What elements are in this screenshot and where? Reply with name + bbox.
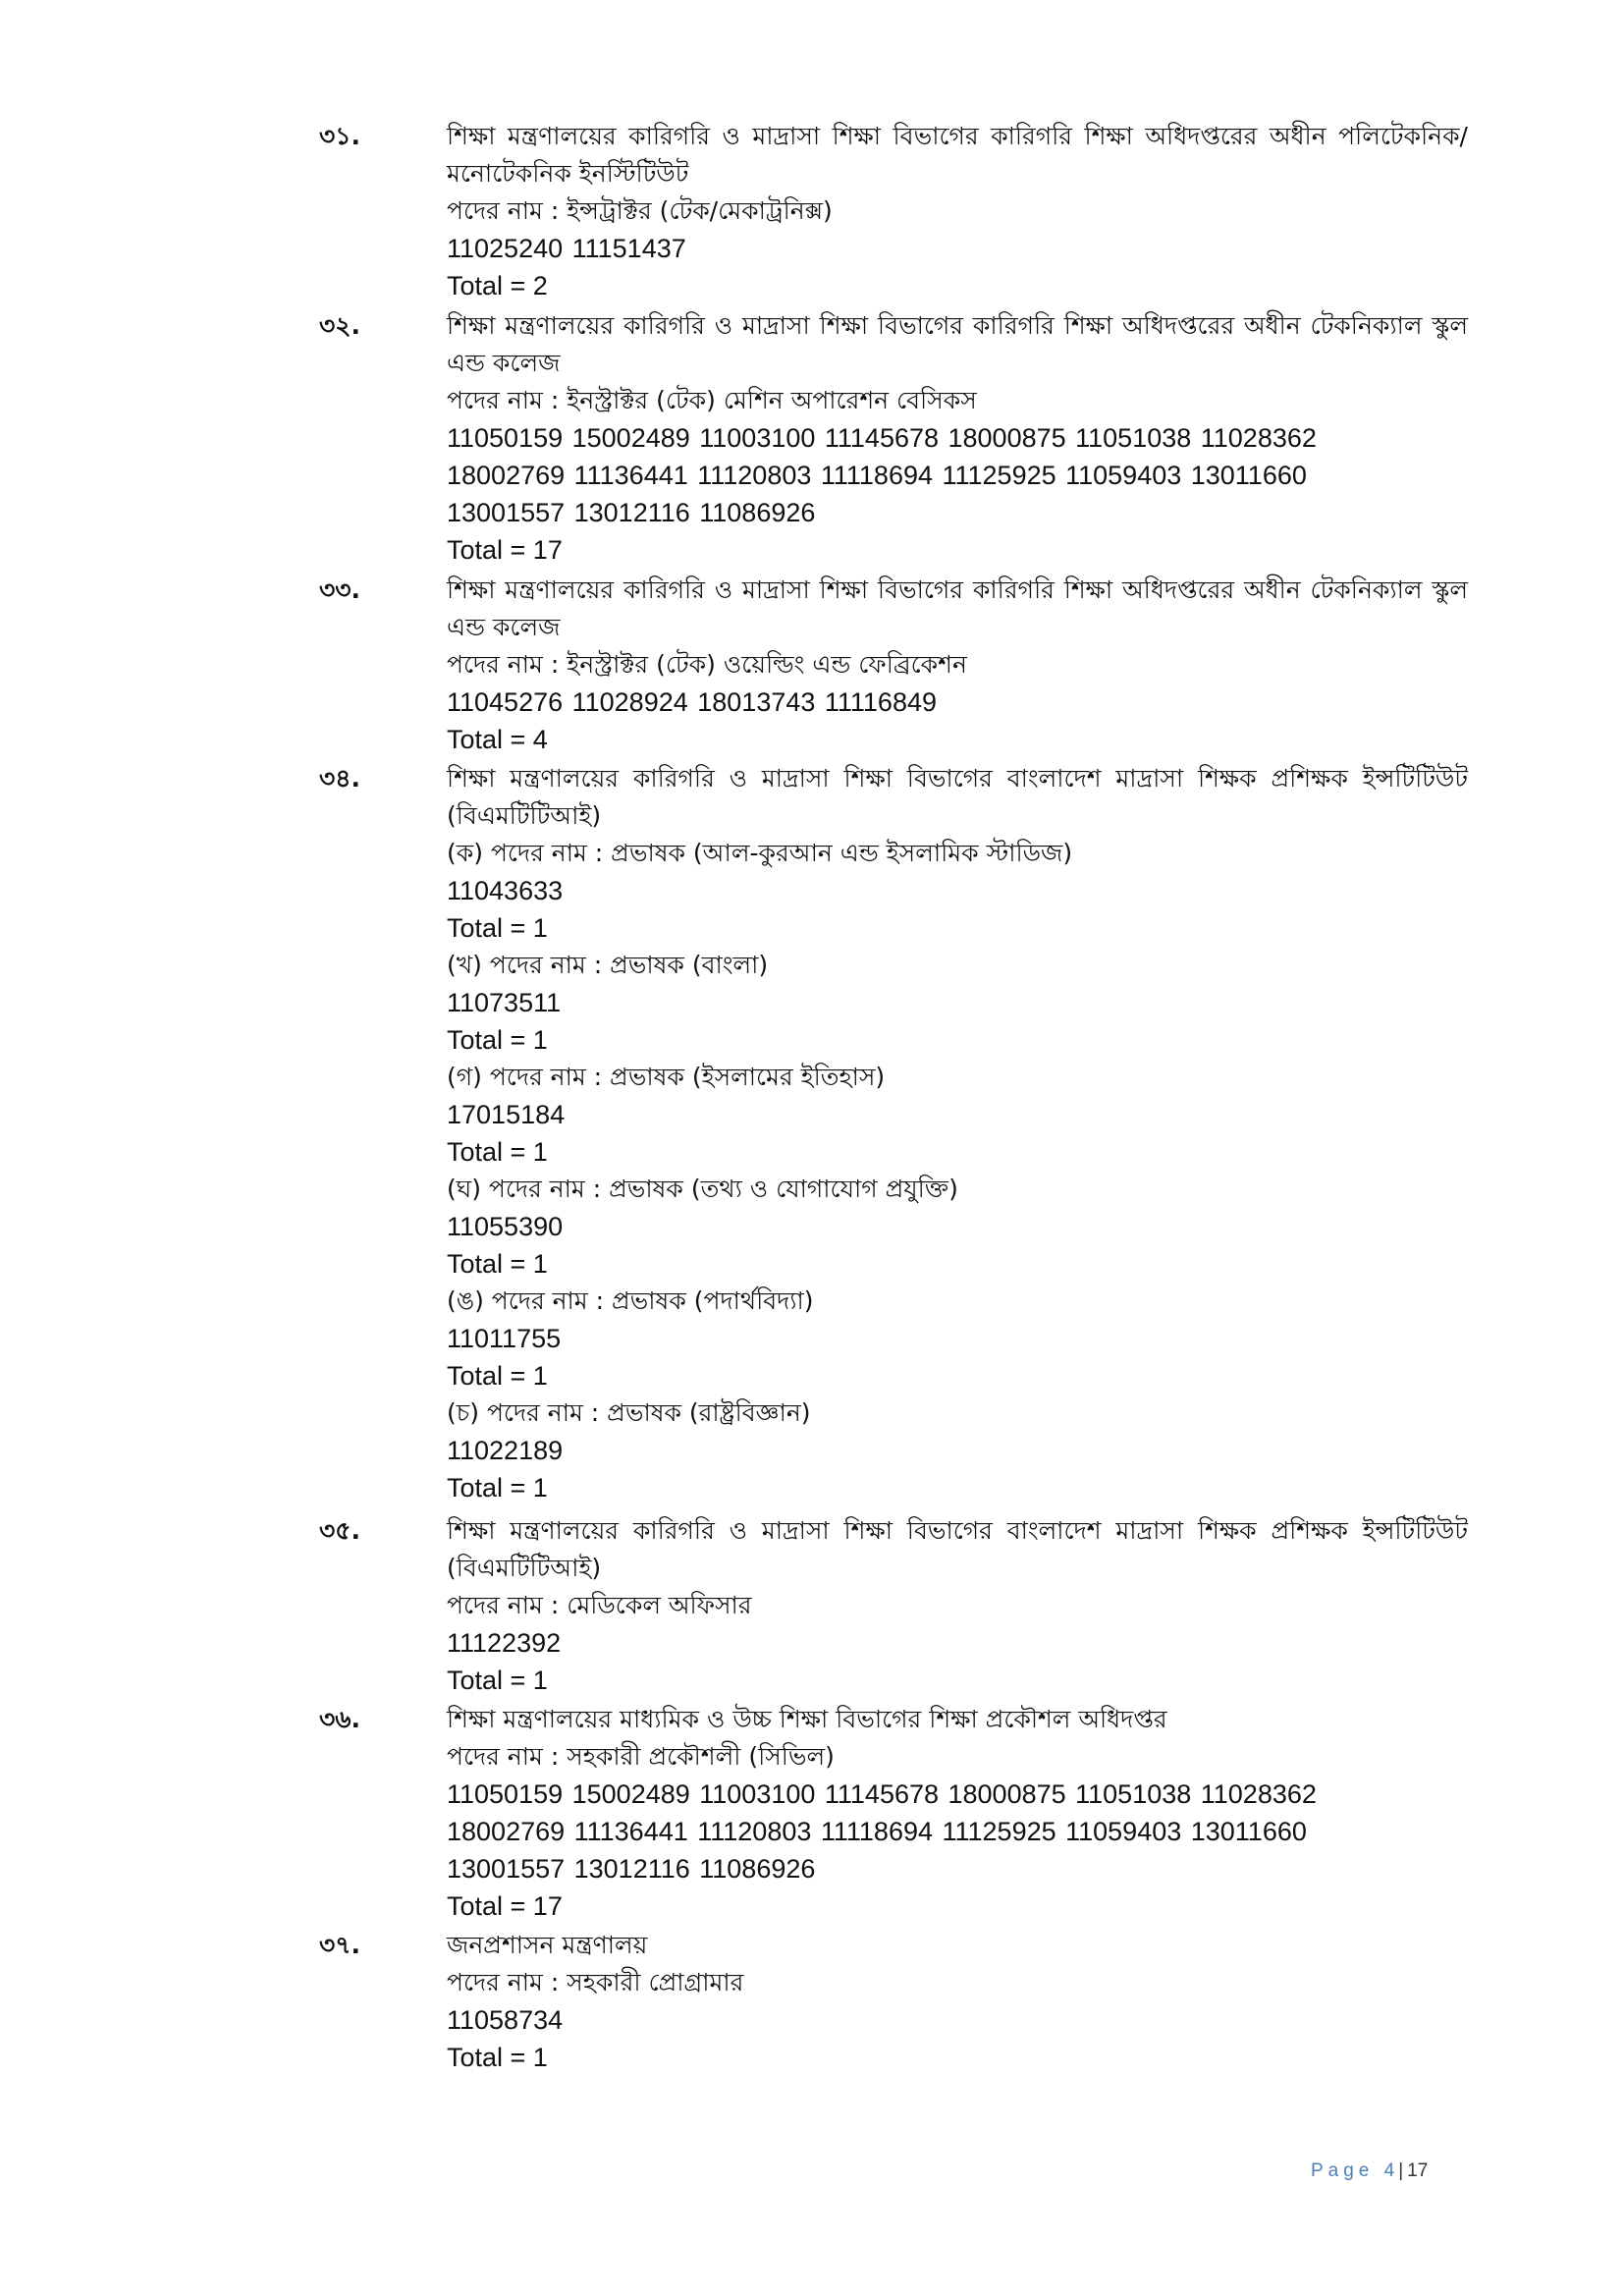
roll-numbers: 18002769 11136441 11120803 11118694 11125925 11059403 13011660 xyxy=(447,1817,1307,1846)
total-count: Total = 4 xyxy=(447,725,548,754)
post-title: (ক) পদের নাম : প্রভাষক (আল-কুরআন এন্ড ইসলামিক স্টাডিজ) xyxy=(447,839,1073,867)
roll-numbers: 11055390 xyxy=(447,1212,564,1241)
total-count: Total = 1 xyxy=(447,1361,548,1391)
entry-body xyxy=(447,307,1468,569)
entry-number: ৩২. xyxy=(319,311,361,340)
roll-numbers: 11050159 15002489 11003100 11145678 18000875 11051038 11028362 xyxy=(447,423,1317,453)
roll-numbers: 13001557 13012116 11086926 xyxy=(447,498,816,527)
roll-numbers: 13001557 13012116 11086926 xyxy=(447,1854,816,1884)
entry-number: ৩৫. xyxy=(319,1516,360,1545)
post-title: (গ) পদের নাম : প্রভাষক (ইসলামের ইতিহাস) xyxy=(447,1063,886,1091)
department-name: শিক্ষা মন্ত্রণালয়ের কারিগরি ও মাদ্রাসা শিক্ষা বিভাগের কারিগরি শিক্ষা অধিদপ্তরের অধীন পলিটেকনিক/ মনোটেকনিক ইনস্টিটিউট xyxy=(447,122,1468,188)
entry-number: ৩৪. xyxy=(319,764,360,793)
total-count: Total = 1 xyxy=(447,913,548,943)
total-count: Total = 1 xyxy=(447,1666,548,1695)
post-title: পদের নাম : সহকারী প্রোগ্রামার xyxy=(447,1968,744,1996)
post-title: পদের নাম : সহকারী প্রকৌশলী (সিভিল) xyxy=(447,1742,835,1771)
entry-body xyxy=(447,1512,1468,1699)
roll-numbers: 17015184 xyxy=(447,1100,566,1129)
department-name: শিক্ষা মন্ত্রণালয়ের মাধ্যমিক ও উচ্চ শিক্ষা বিভাগের শিক্ষা প্রকৌশল অধিদপ্তর xyxy=(447,1705,1167,1733)
post-title: (ঘ) পদের নাম : প্রভাষক (তথ্য ও যোগাযোগ প্রযুক্তি) xyxy=(447,1175,958,1203)
entry-number: ৩১. xyxy=(319,122,360,150)
department-name: জনপ্রশাসন মন্ত্রণালয় xyxy=(447,1931,648,1959)
roll-numbers: 11058734 xyxy=(447,2005,564,2035)
post-title: পদের নাম : ইনস্ট্রাক্টর (টেক) মেশিন অপারেশন বেসিকস xyxy=(447,386,977,414)
post-title: (ঙ) পদের নাম : প্রভাষক (পদার্থবিদ্যা) xyxy=(447,1286,814,1315)
entry-body xyxy=(447,572,1468,758)
total-count: Total = 1 xyxy=(447,1025,548,1055)
total-count: Total = 17 xyxy=(447,535,563,565)
total-count: Total = 1 xyxy=(447,2043,548,2072)
entry-number: ৩৬. xyxy=(319,1705,361,1733)
roll-numbers: 11122392 xyxy=(447,1628,562,1658)
total-count: Total = 2 xyxy=(447,271,548,301)
roll-numbers: 11050159 15002489 11003100 11145678 18000875 11051038 11028362 xyxy=(447,1779,1317,1809)
page-footer xyxy=(1311,2160,1428,2182)
total-count: Total = 17 xyxy=(447,1891,563,1921)
roll-numbers: 11045276 11028924 18013743 11116849 xyxy=(447,687,938,717)
department-name: শিক্ষা মন্ত্রণালয়ের কারিগরি ও মাদ্রাসা শিক্ষা বিভাগের কারিগরি শিক্ষা অধিদপ্তরের অধীন টেকনিক্যাল স্কুল এন্ড কলেজ xyxy=(447,311,1468,377)
page-number: 4 xyxy=(1383,2160,1395,2181)
roll-numbers: 11022189 xyxy=(447,1436,564,1465)
roll-numbers: 11073511 xyxy=(447,988,562,1017)
entry-body xyxy=(447,760,1468,1506)
total-pages: 17 xyxy=(1407,2160,1429,2181)
department-name: শিক্ষা মন্ত্রণালয়ের কারিগরি ও মাদ্রাসা শিক্ষা বিভাগের কারিগরি শিক্ষা অধিদপ্তরের অধীন টেকনিক্যাল স্কুল এন্ড কলেজ xyxy=(447,575,1468,641)
entry-body xyxy=(447,1927,1468,2076)
entry-number: ৩৩. xyxy=(319,575,361,604)
total-count: Total = 1 xyxy=(447,1137,548,1167)
department-name: শিক্ষা মন্ত্রণালয়ের কারিগরি ও মাদ্রাসা শিক্ষা বিভাগের বাংলাদেশ মাদ্রাসা শিক্ষক প্রশিক্ষক ইন্সটিটিউট (বিএমটিটিআই) xyxy=(447,1516,1468,1582)
post-title: পদের নাম : মেডিকেল অফিসার xyxy=(447,1591,752,1619)
department-name: শিক্ষা মন্ত্রণালয়ের কারিগরি ও মাদ্রাসা শিক্ষা বিভাগের বাংলাদেশ মাদ্রাসা শিক্ষক প্রশিক্ষক ইন্সটিটিউট (বিএমটিটিআই) xyxy=(447,764,1468,830)
roll-numbers: 11025240 11151437 xyxy=(447,234,686,263)
page-word: Page xyxy=(1311,2160,1375,2181)
entry-body xyxy=(447,118,1468,304)
total-count: Total = 1 xyxy=(447,1473,548,1503)
entry-number: ৩৭. xyxy=(319,1931,361,1959)
post-title: পদের নাম : ইনস্ট্রাক্টর (টেক) ওয়েল্ডিং এন্ড ফেব্রিকেশন xyxy=(447,650,967,679)
entry-body xyxy=(447,1701,1468,1925)
total-count: Total = 1 xyxy=(447,1249,548,1279)
roll-numbers: 18002769 11136441 11120803 11118694 11125925 11059403 13011660 xyxy=(447,461,1307,490)
roll-numbers: 11011755 xyxy=(447,1324,562,1353)
post-title: পদের নাম : ইন্সট্রাক্টর (টেক/মেকাট্রনিক্স) xyxy=(447,196,833,225)
post-title: (চ) পদের নাম : প্রভাষক (রাষ্ট্রবিজ্ঞান) xyxy=(447,1398,811,1427)
post-title: (খ) পদের নাম : প্রভাষক (বাংলা) xyxy=(447,951,769,979)
page-separator: | xyxy=(1398,2160,1404,2181)
roll-numbers: 11043633 xyxy=(447,876,564,905)
